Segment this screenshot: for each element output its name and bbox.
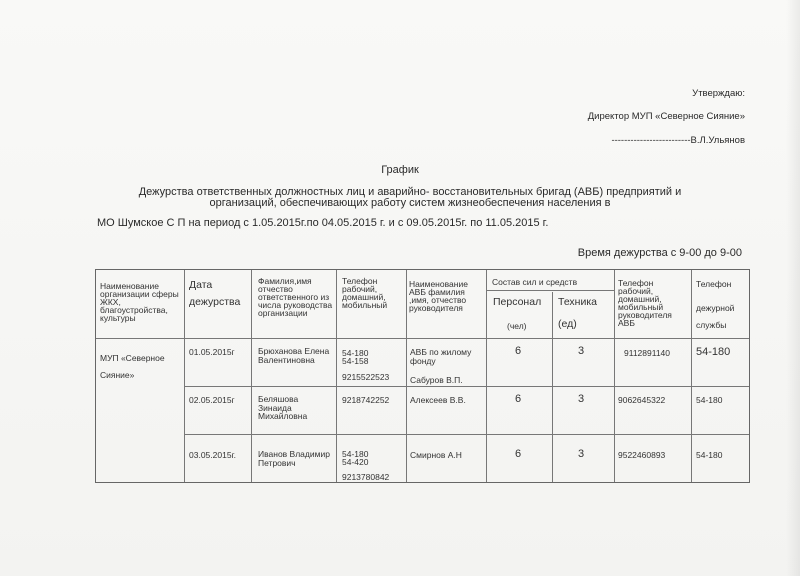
duty-schedule-table — [95, 269, 750, 483]
row1-phone-2: 54-158 — [342, 356, 369, 366]
page-edge-shadow — [786, 0, 800, 576]
header-staff: Персонал — [493, 296, 542, 308]
row2-staff: 6 — [515, 393, 522, 405]
row2-fio: Беляшова Зинаида Михайловна — [258, 394, 308, 421]
header-duty-phone-2: дежурной службы — [696, 303, 735, 330]
row1-tech: 3 — [578, 345, 585, 357]
duty-time: Время дежурства с 9-00 до 9-00 — [577, 247, 742, 259]
row-divider — [184, 434, 749, 435]
col-divider — [184, 270, 185, 482]
header-date: Дата дежурства — [189, 279, 241, 308]
col-divider — [552, 292, 553, 482]
organization-name: МУП «Северное Сияние» — [100, 353, 165, 380]
row2-date: 02.05.2015г — [189, 395, 235, 405]
row1-phone-1: 54-180 — [342, 348, 369, 358]
document-subtitle: Дежурства ответственных должностных лиц и аварийно- восстановительных бригад (АВБ) предприятий и организаций, обеспечивающих работу систем жизнеобеспечения населения в — [138, 186, 682, 209]
header-avb-phone: Телефон рабочий, домашний, мобильный руководителя АВБ — [618, 278, 672, 328]
row2-duty-phone: 54-180 — [696, 395, 723, 405]
row1-avb-head: Сабуров В.П. — [410, 375, 463, 385]
col-divider — [691, 270, 692, 482]
header-tech-unit: (ед) — [558, 318, 577, 330]
row3-date: 03.05.2015г. — [189, 450, 236, 460]
col-divider — [251, 270, 252, 482]
row2-avb-phone: 9062645322 — [618, 395, 666, 405]
row3-staff: 6 — [515, 448, 522, 460]
approval-heading: Утверждаю: — [692, 88, 745, 99]
row1-duty-phone: 54-180 — [696, 346, 731, 358]
row3-phone-2: 54-420 — [342, 457, 369, 467]
row2-avb: Алексеев В.В. — [410, 395, 466, 405]
header-staff-unit: (чел) — [507, 321, 527, 331]
row-divider — [184, 386, 749, 387]
duty-period: МО Шумское С П на период с 1.05.2015г.по 04.05.2015 г. и с 09.05.2015г. по 11.05.2015 г. — [97, 217, 549, 229]
header-duty-phone-1: Телефон — [696, 279, 732, 289]
header-avb: Наименование АВБ фамилия ,имя, отчество руководителя — [409, 279, 468, 313]
col-divider — [614, 270, 615, 482]
row1-staff: 6 — [515, 345, 522, 357]
col-divider — [336, 270, 337, 482]
row1-avb: АВБ по жилому фонду — [410, 347, 472, 366]
header-fio: Фамилия,имя отчество ответственного из числа руководства организации — [258, 276, 333, 318]
row3-fio: Иванов Владимир Петрович — [258, 449, 330, 468]
row1-phone-3: 9215522523 — [342, 372, 390, 382]
row2-tech: 3 — [578, 393, 585, 405]
row3-avb-phone: 9522460893 — [618, 450, 666, 460]
header-organization: Наименование организации сферы ЖКХ, благоустройства, культуры — [100, 281, 179, 323]
row1-date: 01.05.2015г — [189, 347, 235, 357]
row2-phone-1: 9218742252 — [342, 395, 390, 405]
row-divider — [486, 290, 614, 291]
col-divider — [406, 270, 407, 482]
document-title: График — [381, 164, 419, 176]
row-divider — [96, 338, 749, 339]
row3-phone-3: 9213780842 — [342, 472, 390, 482]
row1-avb-phone: 9112891140 — [624, 348, 671, 358]
row3-tech: 3 — [578, 448, 585, 460]
row1-fio: Брюханова Елена Валентиновна — [258, 346, 330, 365]
row3-duty-phone: 54-180 — [696, 450, 723, 460]
header-phone: Телефон рабочий, домашний, мобильный — [342, 276, 388, 310]
header-tech: Техника — [558, 296, 598, 308]
header-forces: Состав сил и средств — [492, 277, 578, 287]
approval-director: Директор МУП «Северное Сияние» — [587, 111, 745, 122]
col-divider — [486, 270, 487, 482]
row3-avb: Смирнов А.Н — [410, 450, 462, 460]
row3-phone-1: 54-180 — [342, 449, 369, 459]
approval-signature: -------------------------В.Л.Ульянов — [611, 135, 745, 146]
